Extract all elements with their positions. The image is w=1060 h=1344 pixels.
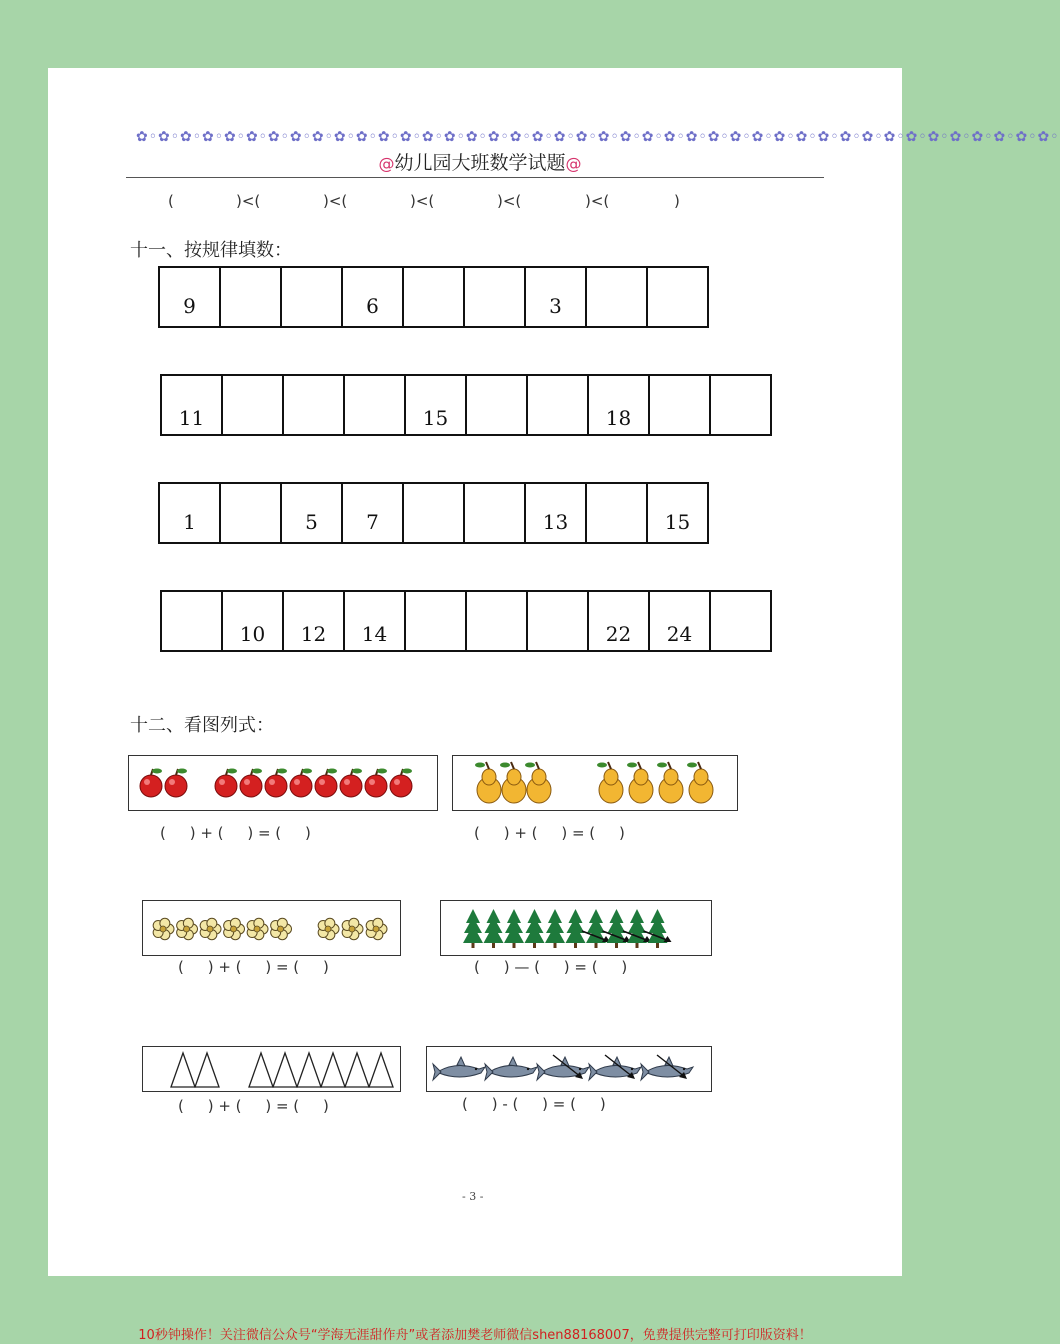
- decorative-dot-border: ✿◦✿◦✿◦✿◦✿◦✿◦✿◦✿◦✿◦✿◦✿◦✿◦✿◦✿◦✿◦✿◦✿◦✿◦✿◦✿◦✿◦✿◦✿◦✿◦✿◦✿◦✿◦✿◦✿◦✿◦✿◦✿◦✿◦✿◦✿◦✿◦✿◦✿◦✿◦✿◦✿◦✿◦: [136, 129, 1060, 145]
- flower-icon-group: [143, 901, 400, 955]
- number-cell[interactable]: [223, 376, 284, 434]
- tree-icon: [648, 909, 668, 948]
- tree-icon: [525, 909, 545, 948]
- triangle-icon: [369, 1053, 393, 1087]
- number-cell[interactable]: [465, 268, 526, 326]
- number-cell: 12: [284, 592, 345, 650]
- number-cell: 18: [589, 376, 650, 434]
- apples-equation[interactable]: ( ) + ( ) = ( ): [160, 824, 311, 842]
- pear-icon: [475, 762, 501, 803]
- triangle-icon: [195, 1053, 219, 1087]
- number-cell: 6: [343, 268, 404, 326]
- tree-icon-group: [441, 901, 711, 955]
- comparison-token: )<(: [323, 192, 348, 210]
- apple-icon: [315, 769, 337, 798]
- number-cell[interactable]: [406, 592, 467, 650]
- pear-icon: [525, 762, 551, 803]
- shark-icon: [485, 1057, 537, 1080]
- number-cell[interactable]: [221, 484, 282, 542]
- comparison-token: )<(: [497, 192, 522, 210]
- triangle-icon-group: [143, 1047, 400, 1091]
- tree-icon: [627, 909, 647, 948]
- number-cell: 7: [343, 484, 404, 542]
- apple-icon: [215, 769, 237, 798]
- comparison-token: )<(: [410, 192, 435, 210]
- flower-icon: [366, 918, 387, 939]
- number-cell: 9: [160, 268, 221, 326]
- flower-icon: [247, 918, 268, 939]
- tree-icon: [484, 909, 504, 948]
- number-cell: 11: [162, 376, 223, 434]
- pear-icon: [597, 762, 623, 803]
- comparison-token: )<(: [585, 192, 610, 210]
- pears-equation[interactable]: ( ) + ( ) = ( ): [474, 824, 625, 842]
- apple-icon: [390, 769, 412, 798]
- comparison-token: ): [674, 192, 680, 210]
- number-cell[interactable]: [587, 484, 648, 542]
- tree-icon: [607, 909, 627, 948]
- section-11-heading: 十一、按规律填数：: [130, 240, 292, 261]
- number-cell[interactable]: [404, 268, 465, 326]
- apple-icon: [240, 769, 262, 798]
- triangle-icon: [171, 1053, 195, 1087]
- number-cell: 15: [406, 376, 467, 434]
- number-cell[interactable]: [711, 592, 770, 650]
- tree-icon: [545, 909, 565, 948]
- apple-icon-group: [129, 756, 437, 810]
- pear-icon: [627, 762, 653, 803]
- swirl-icon: @: [378, 154, 395, 173]
- shark-icon: [433, 1057, 485, 1080]
- shark-icon-group: [427, 1047, 711, 1091]
- apples-picture-box: [128, 755, 438, 811]
- flower-icon: [342, 918, 363, 939]
- header-divider: [126, 177, 824, 178]
- tree-icon: [566, 909, 586, 948]
- triangle-icon: [321, 1053, 345, 1087]
- footer-promo-text: 10秒钟操作！关注微信公众号“学海无涯甜作舟”或者添加樊老师微信shen88168007，免费提供完整可打印版资料！: [138, 1328, 812, 1343]
- sharks-picture-box: [426, 1046, 712, 1092]
- number-cell[interactable]: [465, 484, 526, 542]
- number-pattern-row-4: [160, 590, 772, 652]
- pear-icon: [657, 762, 683, 803]
- apple-icon: [265, 769, 287, 798]
- number-pattern-row-2: [160, 374, 772, 436]
- number-cell: 13: [526, 484, 587, 542]
- number-cell: 22: [589, 592, 650, 650]
- flowers-picture-box: [142, 900, 401, 956]
- pear-icon: [500, 762, 526, 803]
- apple-icon: [365, 769, 387, 798]
- pears-picture-box: [452, 755, 738, 811]
- number-cell[interactable]: [345, 376, 406, 434]
- number-cell[interactable]: [711, 376, 770, 434]
- section-12-heading: 十二、看图列式：: [130, 715, 274, 736]
- swirl-icon: @: [565, 154, 582, 173]
- apple-icon: [340, 769, 362, 798]
- number-cell: 24: [650, 592, 711, 650]
- apple-icon: [290, 769, 312, 798]
- triangle-icon: [249, 1053, 273, 1087]
- number-cell[interactable]: [528, 376, 589, 434]
- number-cell[interactable]: [282, 268, 343, 326]
- triangles-picture-box: [142, 1046, 401, 1092]
- triangles-equation[interactable]: ( ) + ( ) = ( ): [178, 1097, 329, 1115]
- number-cell: 14: [345, 592, 406, 650]
- tree-icon: [586, 909, 606, 948]
- comparison-token: (: [168, 192, 174, 210]
- number-cell: 15: [664, 510, 691, 534]
- number-cell[interactable]: [162, 592, 223, 650]
- number-cell[interactable]: [648, 268, 707, 326]
- flower-icon: [224, 918, 245, 939]
- pear-icon: [687, 762, 713, 803]
- number-cell[interactable]: [650, 376, 711, 434]
- tree-icon: [463, 909, 483, 948]
- apple-icon: [140, 769, 162, 798]
- flower-icon: [318, 918, 339, 939]
- number-cell[interactable]: [467, 592, 528, 650]
- triangle-icon: [345, 1053, 369, 1087]
- number-cell[interactable]: [284, 376, 345, 434]
- tree-icon: [504, 909, 524, 948]
- page-title-text: 幼儿园大班数学试题: [394, 152, 566, 174]
- number-cell[interactable]: [467, 376, 528, 434]
- flower-icon: [271, 918, 292, 939]
- trees-picture-box: [440, 900, 712, 956]
- number-cell: 3: [526, 268, 587, 326]
- number-cell[interactable]: [587, 268, 648, 326]
- flower-icon: [153, 918, 174, 939]
- trees-equation[interactable]: ( ) — ( ) = ( ): [474, 958, 628, 976]
- sharks-equation[interactable]: ( ) - ( ) = ( ): [462, 1095, 606, 1113]
- comparison-token: )<(: [236, 192, 261, 210]
- flowers-equation[interactable]: ( ) + ( ) = ( ): [178, 958, 329, 976]
- number-pattern-row-3: [158, 482, 709, 544]
- number-pattern-row-1: [158, 266, 709, 328]
- number-cell: 5: [282, 484, 343, 542]
- flower-icon: [177, 918, 198, 939]
- triangle-icon: [273, 1053, 297, 1087]
- number-cell[interactable]: [528, 592, 589, 650]
- number-cell[interactable]: [404, 484, 465, 542]
- number-cell: 10: [223, 592, 284, 650]
- page-number: - 3 -: [462, 1190, 484, 1203]
- page-title: [350, 148, 610, 175]
- flower-icon: [200, 918, 221, 939]
- pear-icon-group: [453, 756, 737, 810]
- triangle-icon: [297, 1053, 321, 1087]
- number-cell: 1: [160, 484, 221, 542]
- apple-icon: [165, 769, 187, 798]
- number-cell[interactable]: [221, 268, 282, 326]
